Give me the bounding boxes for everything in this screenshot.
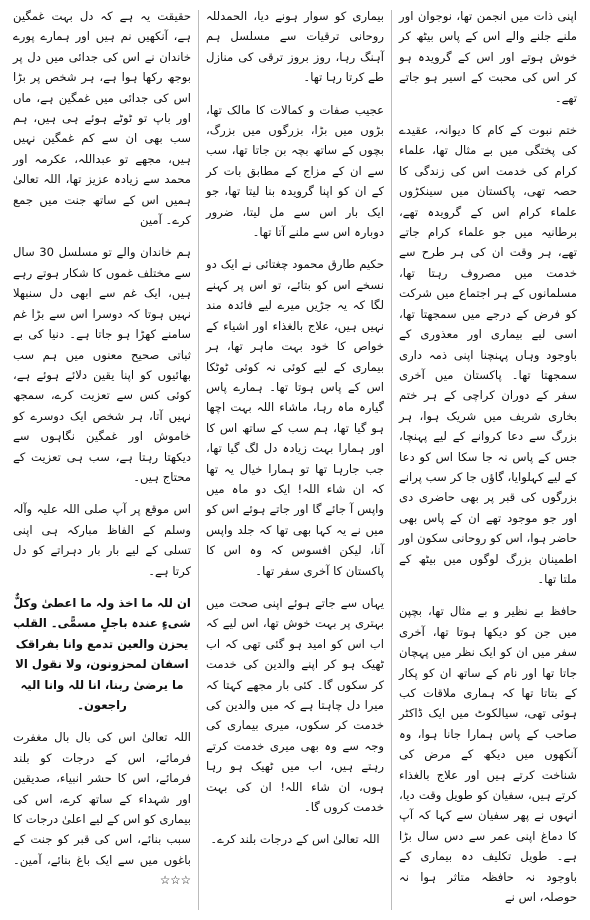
paragraph: بیماری کو سوار ہونے دیا، الحمدللہ روحانی ترقیات سے مسلسل ہم آہنگ رہا، روز بروز ترقی کی منازل طے کرتا رہا تھا۔ (206, 9, 384, 85)
column-middle (199, 6, 391, 914)
arabic-hadith-quote: ان للہ ما اخذ ولہ ما اعطیٰ وکلٌّ شیءٍ عندہ باجلٍ مسمًّی۔ القلب یحزن والعین تدمع وانا بفراقک اسفان لمحزونون، ولا نقول الا ما یرضیٰ ربنا، انا للہ وانا الیہ راجعون۔ (13, 595, 191, 712)
paragraph: اللہ تعالیٰ اس کی بال بال مغفرت فرمائے، اس کے درجات کو بلند فرمائے، اس کا حشر انبیاء، صدیقین اور شہداء کے ساتھ کرے، اس کی بیماری کو اس کے لیے اعلیٰ درجات کا سبب بنائے، اس کی قبر کو جنت کے باغوں میں سے ایک باغ بنائے، آمین۔ ☆☆☆ (13, 730, 191, 888)
closing-prayer: اللہ تعالیٰ اس کے درجات بلند کرے۔ (210, 832, 380, 847)
paragraph: حکیم طارق محمود چغتائی نے ایک دو نسخے اس کو بتائے، تو اس پر کہنے لگا کہ یہ جڑیں میرے لیے فائدہ مند نہیں ہیں، علاج بالغذاء اور اشیاء کے خواص کا خود بہت ماہر تھا، ہر بیماری کے لیے کوئی نہ کوئی ٹوٹکا اس کے پاس ہوتا تھا۔ ہمارے پاس گیارہ ماہ رہا، ماشاء اللہ بہت اچھا ہو گیا تھا، ہم سب کے ساتھ اس کا اور ہمارا بہت زیادہ دل لگ گیا تھا، جب جارہا تھا تو ہمارا خیال یہ تھا کہ ان شاء اللہ! ایک دو ماہ میں واپس آ جائے گا اور جاتے ہوئے اس کو میں نے یہ کہا بھی تھا کہ جلد واپس آنا، لیکن افسوس کہ وہ اس کا پاکستان کا آخری سفر تھا۔ (206, 257, 384, 578)
paragraph: ختم نبوت کے کام کا دیوانہ، عقیدے کی پختگی میں بے مثال تھا، علماء کرام کی خدمت اس کی زندگی کا حصہ تھی، پاکستان میں سینکڑوں علماء کرام اس کے گرویدہ تھے، برطانیہ میں جو علماء کرام جاتے تھے، ہر وقت ان کی ہر طرح سے خدمت میں مصروف رہتا تھا، مسلمانوں کے ہر اجتماع میں شرکت کو فرض کے درجے میں سمجھتا تھا، اسی لیے بیماری اور معذوری کے باوجود وہاں پہنچنا اپنی ذمہ داری سمجھتا تھا۔ پاکستان میں آخری سفر کے دوران کراچی کے ہر ختم بخاری شریف میں شریک ہوا، ہر بزرگ سے دعا کروانے کے لیے پہنچا، جس کے پاس نہ جا سکا اس کو دعا کے لیے کہلوایا، گاؤں جا کر سب پرانے بزرگوں کی قبر پر بھی حاضری دی اور جو موجود تھے ان کے پاس بھی حاضر ہوا، اس کو روحانی سکون اور اطمینان بزرگ لوگوں میں بیٹھ کے ملتا تھا۔ (399, 123, 577, 586)
paragraph: اس موقع پر آپ صلی اللہ علیہ وآلہ وسلم کے الفاظ مبارکہ ہی اپنی تسلی کے لیے بار بار دہراتے کو دل کرتا ہے۔ (13, 502, 191, 578)
paragraph: حقیقت یہ ہے کہ دل بہت غمگین ہے، آنکھیں نم ہیں اور ہمارے پورے خاندان نے اس کی جدائی میں دل پر بوجھ رکھا ہوا ہے، ہر شخص پر بڑا اس کی جدائی میں غمگین ہے، ماں اور باپ تو ٹوٹے ہوئے ہی ہیں، ہم سب بھی ان سے کم غمگین نہیں ہیں، مجھے تو عبداللہ، عکرمہ اور محمد سے زیادہ عزیز تھا، اللہ تعالیٰ ہمیں اس کے ساتھ جنت میں جمع کرے۔ آمین (13, 9, 191, 228)
paragraph: حافظ بے نظیر و بے مثال تھا، بچپن میں جن کو دیکھا ہوتا تھا، آخری سفر میں ان کو ایک نظر میں پہچان جاتا تھا اور نام کے ساتھ ان کو پکار کے بتاتا تھا کہ ہماری ملاقات کب ہوئی تھی، سیالکوٹ میں ایک ڈاکٹر صاحب کے پاس ہمارا جانا ہوا، وہ آنکھوں میں دیکھ کے مرض کی شناخت کرتے ہیں اور علاج بالغذاء کرتے ہیں، سفیان کو طویل وقت دیا، انہوں نے پھر سفیان سے کہا کہ آپ کا دماغ اپنی عمر سے دس سال بڑا ہے۔ طویل تکلیف دہ بیماری کے باوجود نہ حافظہ متاثر ہوا نہ حوصلہ، اس نے (399, 604, 577, 905)
paragraph: عجیب صفات و کمالات کا مالک تھا، بڑوں میں بڑا، بزرگوں میں بزرگ، بچوں کے ساتھ بچہ بن جاتا تھا، سب سے ان کے مزاج کے مطابق بات کر کے ان کو اپنا گرویدہ بنا لیتا تھا، جو ایک بار اس سے مل لیتا، ضرور دوبارہ اس سے ملنے آتا تھا۔ (206, 102, 384, 240)
paragraph: ہم خاندان والے تو مسلسل 30 سال سے مختلف غموں کا شکار ہوتے رہے ہیں، ایک غم سے ابھی دل سنبھلا نہیں ہوتا کہ دوسرا اس سے بڑا غم سامنے کھڑا ہو جاتا ہے۔ دنیا کی بے ثباتی صحیح معنوں میں ہم سب بھائیوں کو اپنا یقین دلائے ہوئے ہے، کوئی کس سے تعزیت کرے، سمجھ نہیں آتا، ہر شخص ایک دوسرے کو خاموش اور غمگین نگاہوں سے دیکھتا رہتا ہے، سب ہی تعزیت کے محتاج ہیں۔ (13, 245, 192, 484)
paragraph: یہاں سے جاتے ہوئے اپنی صحت میں بہتری پر بہت خوش تھا، اس لیے کہ اب اس کو امید ہو گئی تھی کہ اب ٹھیک ہو کر اپنے والدین کی خدمت کر سکوں گا۔ کئی بار مجھے کہتا کہ میرا دل چاہتا ہے کہ میں والدین کی خدمت کر سکوں، میری بیماری کی وجہ سے وہ بھی میری خدمت کرتے رہتے ہیں، اب میں ٹھیک ہو رہا ہوں، ان شاء اللہ! ان کی بہت خدمت کروں گا۔ (206, 595, 384, 815)
paragraph: اپنی ذات میں انجمن تھا، نوجوان اور ملنے جلنے والے اس کے پاس بیٹھ کر خوش ہوتے اور اس کے گرویدہ ہو کر اس کی محبت کے اسیر ہو جاتے تھے۔ (399, 9, 577, 105)
column-left (6, 6, 198, 914)
column-right (392, 6, 584, 914)
